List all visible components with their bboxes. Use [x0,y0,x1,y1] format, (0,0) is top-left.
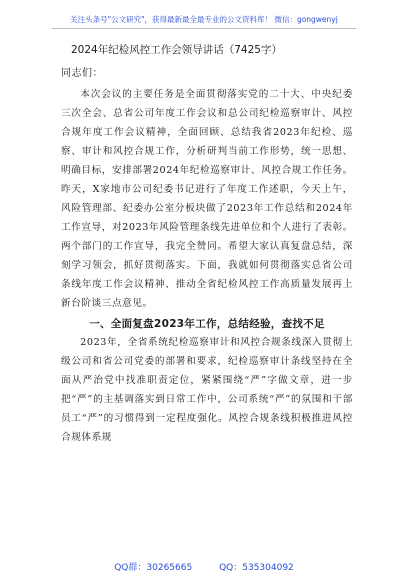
footer [0,560,408,573]
section-heading: 一、全面复盘2023年工作，总结经验，查找不足 [89,318,325,330]
paragraph: 2023年，全省系统纪检巡察审计和风控合规条线深入贯彻上级公司和省公司党委的部署和要求，纪检巡察审计条线坚持在全面从严治党中找准职责定位，紧紧围绕“严”字做文章，进一步把“严”的主基调落实到日常工作中，公司系统“严”的氛围和干部员工“严”的习惯得到一定程度强化。风控合规条线积极推进风控合规体系规 [61,337,353,443]
header-divider [52,28,356,29]
footer-qq: QQ：535304092 [219,563,294,573]
header-banner: 关注头条号"公文研究"，获得最新最全最专业的公文资料库！ 微信：gongwenyj [70,15,338,24]
document-title: 2024年纪检风控工作会领导讲话（7425字） [71,44,282,56]
paragraph: 本次会议的主要任务是全面贯彻落实党的二十大、中央纪委三次全会、总省公司年度工作会议和总公司纪检巡察审计、风控合规年度工作会议精神，全面回顾、总结我省2023年纪检、巡察、审计和风控合规工作，分析研判当前工作形势，统一思想、明确目标，安排部署2024年纪检巡察审计、风控合规工作任务。昨天，X家地市公司纪委书记进行了年度工作述职，今天上午，风险管理部、纪委办公室分板块做了2023年工作总结和2024年工作宣导，对2023年风险管理条线先进单位和个人进行了表彰。两个部门的工作宣导，我完全赞同。希望大家认真复盘总结，深刻学习领会，抓好贯彻落实。下面，我就如何贯彻落实总省公司条线年度工作会议精神、推动全省纪检风控工作高质量发展再上新台阶谈三点意见。 [61,89,353,309]
salutation: 同志们： [61,68,103,79]
document-body [61,42,353,447]
footer-qq-group: QQ群：30265665 [114,563,193,573]
